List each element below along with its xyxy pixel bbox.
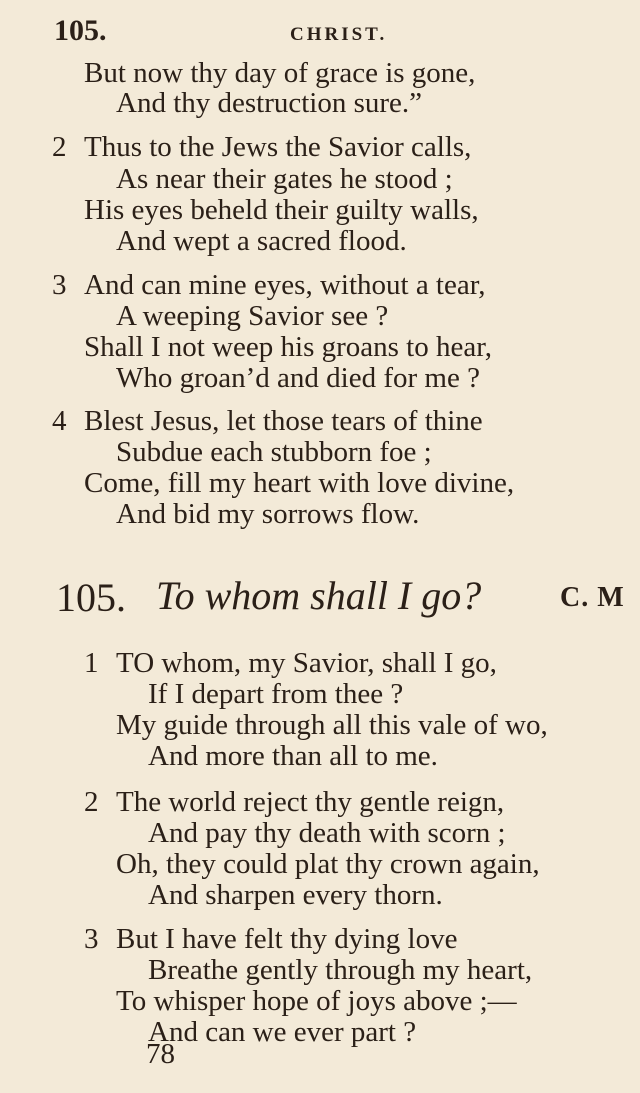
page-number: 78 (146, 1038, 175, 1070)
verse-line: And more than all to me. (148, 740, 438, 772)
hymn-meter: C. M (560, 582, 625, 613)
verse-line: Thus to the Jews the Savior calls, (84, 131, 472, 163)
verse-line: Oh, they could plat thy crown again, (116, 848, 540, 880)
verse-line: Who groan’d and died for me ? (116, 362, 480, 394)
hymn-title: To whom shall I go? (156, 573, 482, 618)
verse-line: Subdue each stubborn foe ; (116, 436, 432, 468)
verse-line: And can we ever part ? (148, 1016, 417, 1048)
verse-line: And bid my sorrows flow. (116, 498, 420, 530)
verse-line: And can mine eyes, without a tear, (84, 269, 486, 301)
verse-line: Breathe gently through my heart, (148, 954, 533, 986)
verse-number: 4 (52, 405, 67, 437)
verse-line: Come, fill my heart with love divine, (84, 467, 515, 499)
verse-number: 1 (84, 647, 99, 679)
verse-line: TO whom, my Savior, shall I go, (116, 647, 497, 679)
verse-line: And sharpen every thorn. (148, 879, 443, 911)
verse-line: A weeping Savior see ? (116, 300, 389, 332)
running-head-number: 105. (54, 14, 107, 47)
verse-line: And thy destruction sure.” (116, 87, 423, 119)
verse-line: His eyes beheld their guilty walls, (84, 194, 479, 226)
verse-line: And wept a sacred flood. (116, 225, 407, 257)
hymn-number: 105. (56, 575, 126, 620)
verse-number: 2 (84, 786, 99, 818)
verse-line: But I have felt thy dying love (116, 923, 458, 955)
verse-line: My guide through all this vale of wo, (116, 709, 548, 741)
verse-number: 2 (52, 131, 67, 163)
verse-line: Blest Jesus, let those tears of thine (84, 405, 483, 437)
verse-line: Shall I not weep his groans to hear, (84, 331, 492, 363)
verse-number: 3 (52, 269, 67, 301)
verse-line: If I depart from thee ? (148, 678, 404, 710)
running-head-title: CHRIST. (290, 24, 388, 45)
verse-line: The world reject thy gentle reign, (116, 786, 505, 818)
verse-line: As near their gates he stood ; (116, 163, 453, 195)
verse-line: And pay thy death with scorn ; (148, 817, 506, 849)
verse-line: To whisper hope of joys above ;— (116, 985, 517, 1017)
verse-line: But now thy day of grace is gone, (84, 57, 476, 89)
verse-number: 3 (84, 923, 99, 955)
